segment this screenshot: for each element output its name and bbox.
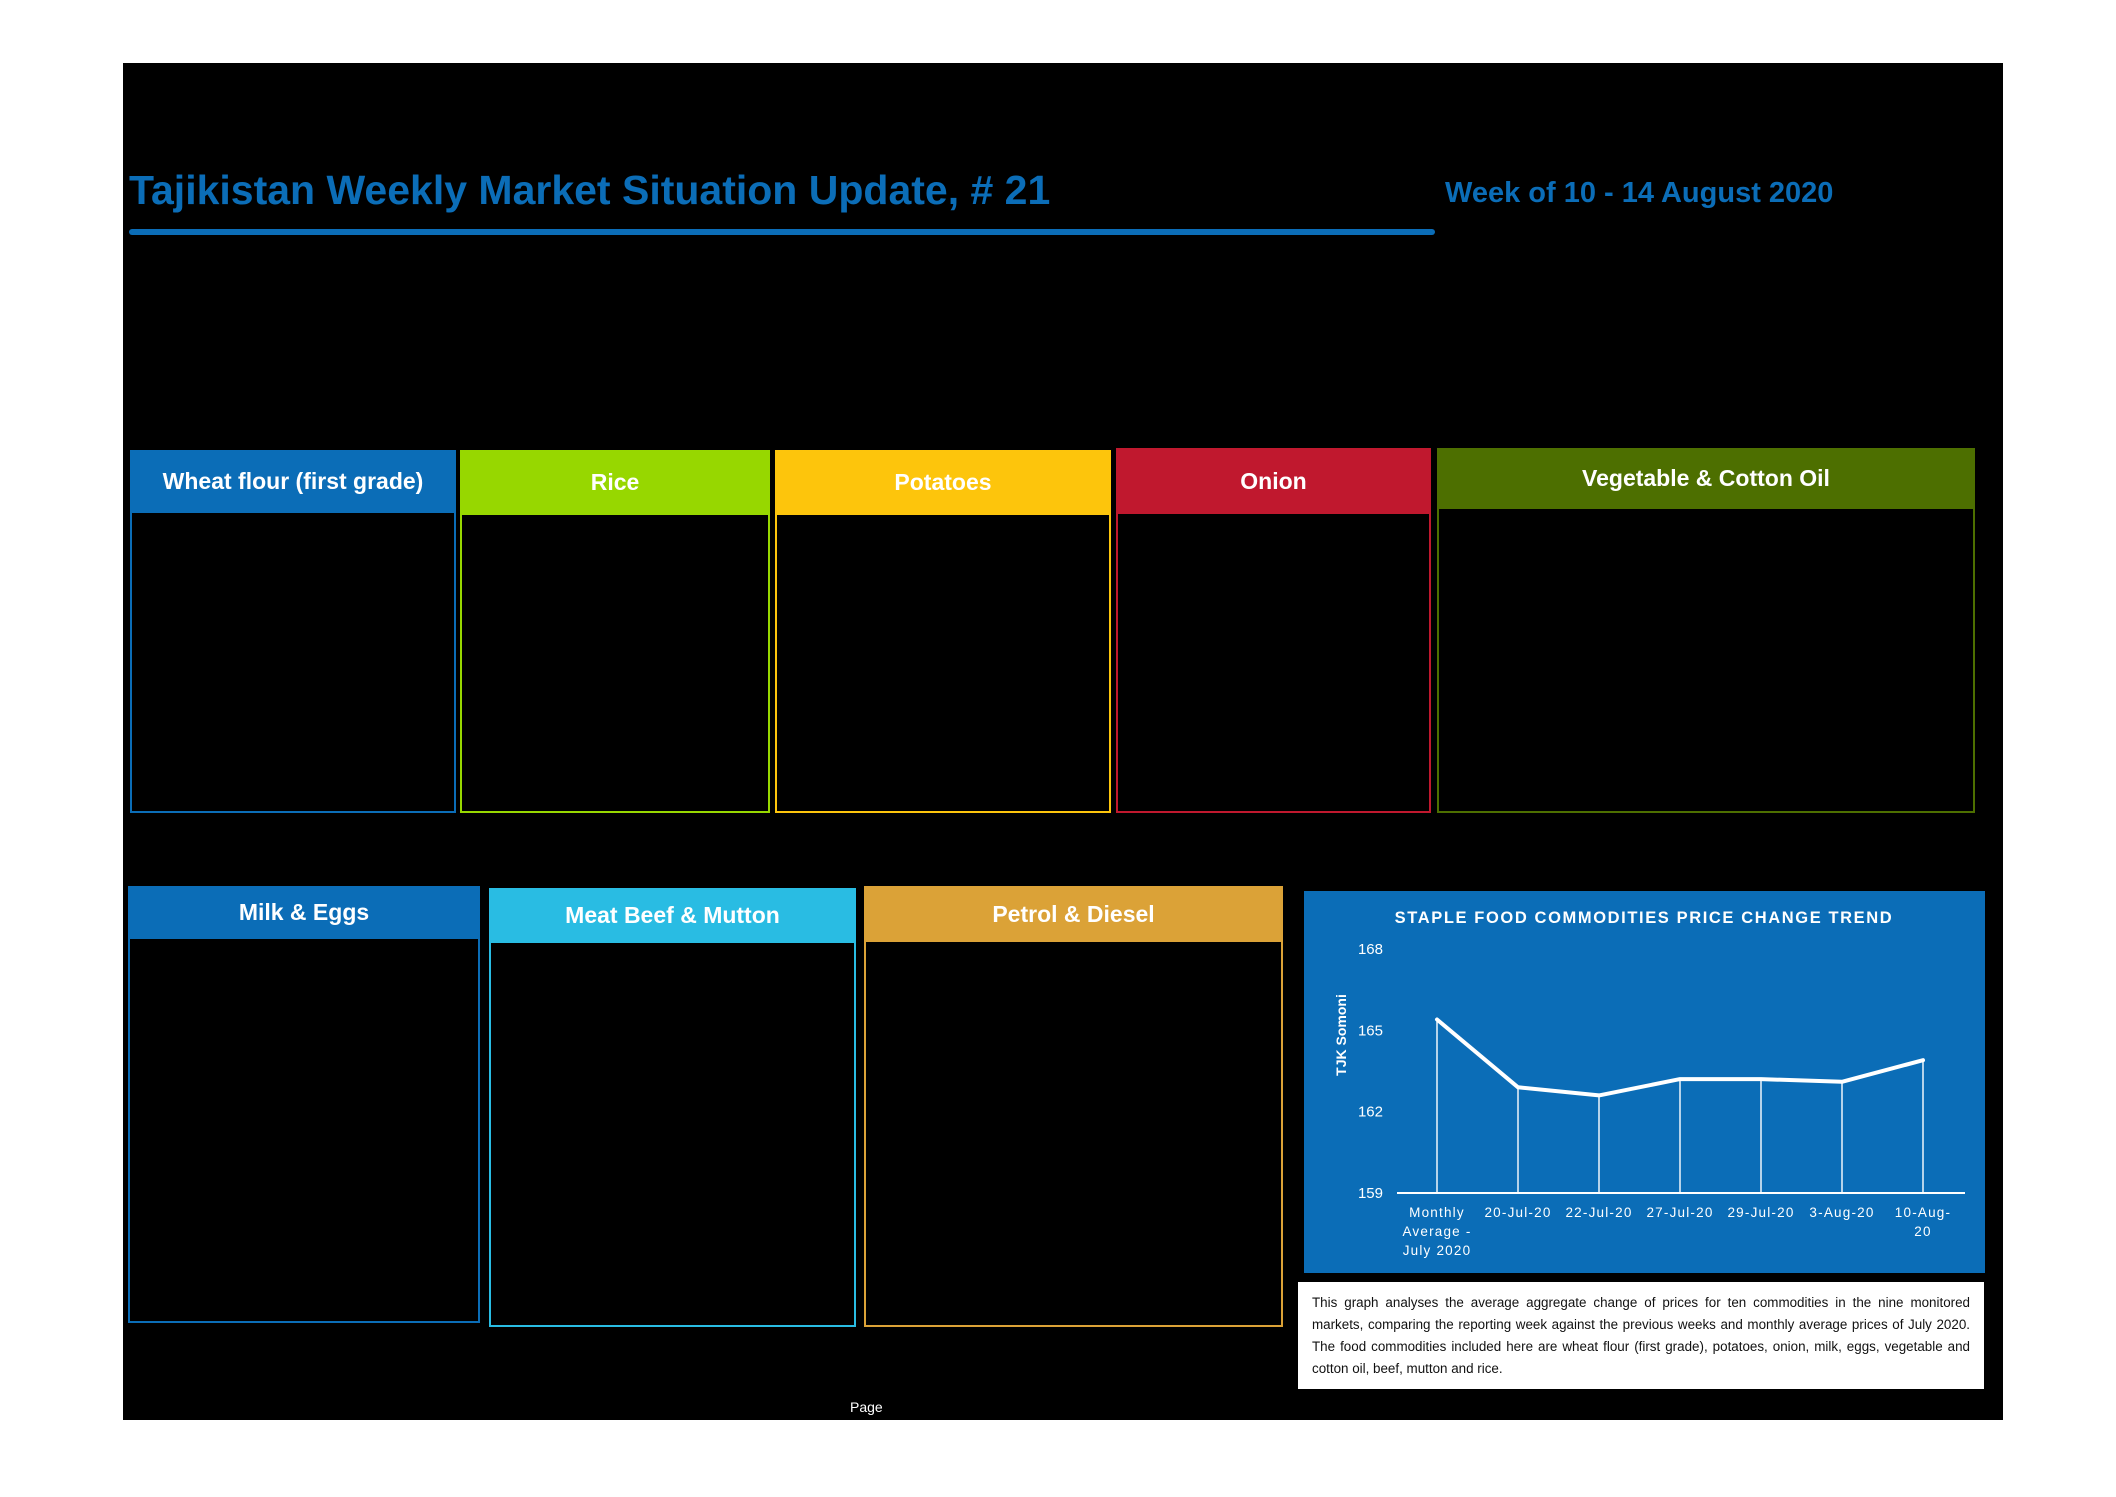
onion-header: Onion [1116, 448, 1431, 514]
price-trend-chart [1304, 891, 1985, 1273]
y-axis-ticks [1358, 941, 1383, 1202]
x-tick-label [1565, 1205, 1632, 1220]
x-tick-label [1402, 1205, 1471, 1258]
x-tick-label [1727, 1205, 1794, 1220]
x-tick-line: 22-Jul-20 [1565, 1205, 1633, 1220]
x-tick-line: 20-Jul-20 [1484, 1205, 1552, 1220]
petrol-header: Petrol & Diesel [864, 886, 1283, 942]
x-tick-line: 10-Aug- [1894, 1205, 1952, 1220]
x-tick-label [1484, 1205, 1551, 1220]
wheat-header: Wheat flour (first grade) [130, 450, 456, 513]
chart-ylabel: TJK Somoni [1333, 994, 1349, 1076]
x-tick-line: 29-Jul-20 [1727, 1205, 1795, 1220]
x-tick-label [1895, 1205, 1951, 1239]
page-footer: Page [850, 1399, 883, 1415]
x-tick-line: Monthly [1409, 1205, 1465, 1220]
x-tick-line: 3-Aug-20 [1809, 1205, 1875, 1220]
rice-header: Rice [460, 450, 770, 515]
milk-header: Milk & Eggs [128, 886, 480, 939]
chart-title: STAPLE FOOD COMMODITIES PRICE CHANGE TREND [1394, 909, 1894, 927]
y-tick-label: 165 [1357, 1022, 1383, 1040]
y-tick-label: 162 [1357, 1103, 1383, 1121]
oil-header: Vegetable & Cotton Oil [1437, 448, 1975, 509]
x-tick-label [1809, 1205, 1874, 1220]
x-tick-label [1646, 1205, 1713, 1220]
meat-header: Meat Beef & Mutton [489, 888, 856, 943]
price-trend-chart-svg [1304, 891, 1985, 1273]
drop-lines [1437, 1020, 1923, 1194]
milk-section [128, 886, 480, 1323]
potatoes-header: Potatoes [775, 450, 1111, 515]
page-canvas [123, 63, 2003, 1420]
chart-note: This graph analyses the average aggregate change of prices for ten commodities in the nine monitored markets, comparing the reporting week against the previous weeks and monthly average prices of July 2020. The food commodities included here are wheat flour (first grade), potatoes, onion, milk, eggs, vegetable and cotton oil, beef, mutton and rice. [1298, 1282, 1984, 1389]
meat-section [489, 888, 856, 1327]
page-title: Tajikistan Weekly Market Situation Update, # 21 [129, 167, 1051, 213]
petrol-section [864, 886, 1283, 1327]
x-tick-line: July 2020 [1402, 1243, 1472, 1258]
title-underline [129, 229, 1435, 235]
x-tick-line: Average - [1402, 1224, 1472, 1239]
week-label: Week of 10 - 14 August 2020 [1445, 177, 1834, 209]
x-axis-ticks [1402, 1205, 1951, 1258]
y-tick-label: 159 [1357, 1185, 1383, 1202]
x-tick-line: 20 [1914, 1224, 1932, 1239]
y-tick-label: 168 [1357, 941, 1383, 958]
x-tick-line: 27-Jul-20 [1646, 1205, 1714, 1220]
